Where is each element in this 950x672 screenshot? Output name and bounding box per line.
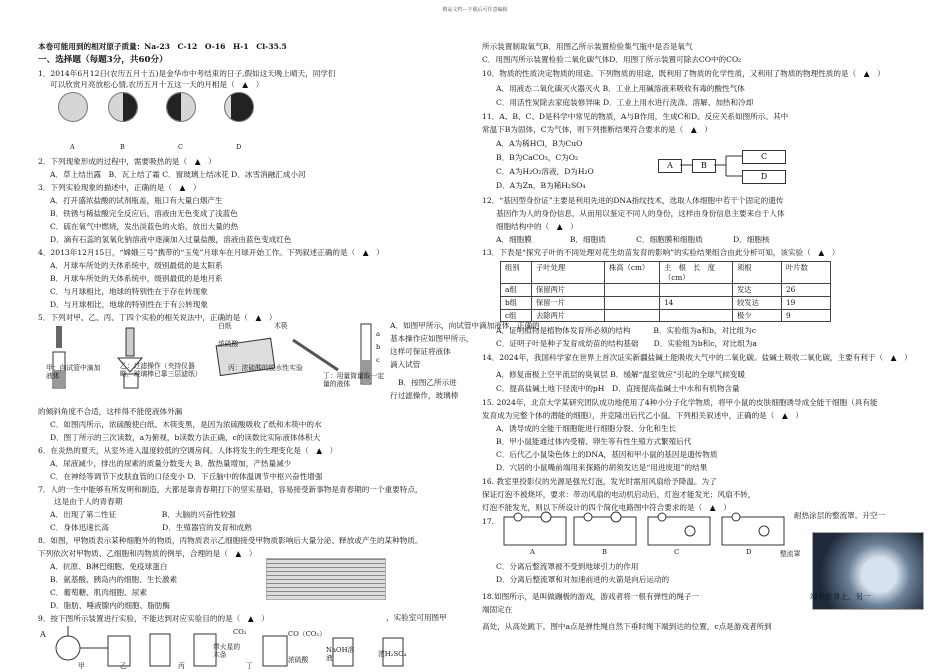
q11-option-c: C．A为H₂O₂溶液，D为H₂O xyxy=(496,167,594,176)
q16-circuit-d: D xyxy=(746,548,752,556)
table-cell: c组 xyxy=(501,309,532,322)
q5-caption-bing: 丙：浓硫酸的脱水性实验 xyxy=(228,364,303,372)
q15: 15. 2024年，北京大学某研究团队成功地使用了4种小分子化学物质，将甲小鼠的皮肤细胞诱导成全能干细胞（具有能 xyxy=(482,398,878,407)
q12-options: A．细胞膜 B．细胞质 C．细胞膜和细胞质 D．细胞核 xyxy=(496,235,770,244)
table-cell: 9 xyxy=(782,309,831,322)
table-cell: 19 xyxy=(782,296,831,309)
table-header: 须根 xyxy=(733,262,782,284)
q9-label-splint: 带火星的木条 xyxy=(213,643,241,660)
fairing-label: 整流罩 xyxy=(780,550,801,558)
q8-option-d: D．脂肪、唾液腺内的细胞、脂肪酶 xyxy=(50,601,170,610)
q5-side-b1: B．按图乙所示进 xyxy=(398,378,457,387)
table-header: 主 根 长 度（cm） xyxy=(660,262,733,284)
cylinder-mark-b: b xyxy=(376,343,381,351)
table-header: 株高（cm） xyxy=(605,262,660,284)
q15-option-b: B．甲小鼠能通过体内受精、卵生等有性生殖方式繁殖后代 xyxy=(496,437,692,446)
q11-option-d: D．A为Zn，B为稀H₂SO₄ xyxy=(496,181,586,190)
q18: 18.如图所示，是叫做蹦极的游戏，游戏者将一根有弹性的绳子一 xyxy=(482,592,700,601)
q18-line3: 高处，从高处跳下。图中a点是弹性绳自然下垂时绳下端到达的位置，c点是游戏者所到 xyxy=(482,622,772,631)
table-cell xyxy=(605,284,660,297)
q7-options-ab: A．出现了第二性征 B．大脑的兴奋性较强 xyxy=(50,510,236,519)
q5-caption-ding: 丁：用量筒量取一定量的液体 xyxy=(323,372,385,389)
q16-line3: 灯泡不能发光，则以下所设计的四个简化电路图中符合要求的是（ ▲ ） xyxy=(482,503,731,512)
cylinder-mark-c: c xyxy=(376,356,380,364)
q6-options-cd: C．在神经等调节下皮肤血管的口径变小 D．下丘脑中的体温调节中枢兴奋性增强 xyxy=(50,472,323,481)
q9-tail: ，实验室可用图甲 xyxy=(386,613,447,622)
q3-option-a: A．打开盛浓盐酸的试剂瓶盖，瓶口有大量白烟产生 xyxy=(50,196,223,205)
q11-option-b: B．B为CaCO₃，C为O₂ xyxy=(496,153,579,162)
table-cell: a组 xyxy=(501,284,532,297)
q6-options-ab: A．尿液减少，排出的尿素的质量分数变大 B．散热量增加，产热量减少 xyxy=(50,459,292,468)
q8: 8．如图，甲物质表示某种细胞外的物质，丙物质表示乙细胞接受甲物质影响后大量分泌、释放或产生的某种物质。 xyxy=(38,536,423,545)
table-cell: 14 xyxy=(660,296,733,309)
q14: 14．2024年，我国科学家在世界上首次证实新疆盐碱土能吸收大气中的二氧化碳。盐碱土吸收二氧化碳，主要有利于（ ▲ ） xyxy=(482,353,912,362)
q9-label-co2: CO₂ xyxy=(233,628,247,636)
q16-circuit-a: A xyxy=(530,548,535,556)
moon-phase-c xyxy=(166,92,196,122)
q3-option-b: B．铁锈与稀盐酸完全反应后，溶液由无色变成了浅蓝色 xyxy=(50,209,238,218)
q5-side-b2: 行过滤操作，玻璃棒 xyxy=(390,391,459,400)
q9-options-cd: C．用图丙所示装置检验二氧化碳气体D．用图丁所示装置可除去CO中的CO₂ xyxy=(482,55,742,64)
q15-option-c: C．后代乙小鼠染色体上的DNA，基因和甲小鼠的基因是遗传物质 xyxy=(496,450,718,459)
q11-arrows xyxy=(678,148,744,184)
q5-label-chopsticks: 木筷 xyxy=(274,322,288,330)
q13-options-cd: C．证明子叶是种子发育成幼苗的结构基础 D．实验组为b和c，对比组为a xyxy=(496,339,757,348)
q9-label-h2so4: 浓H₂SO₄ xyxy=(378,650,407,658)
table-cell xyxy=(660,284,733,297)
q4-option-a: A．月球车所处的天体系统中，级别最低的是太阳系 xyxy=(50,261,223,270)
q7: 7．人的一生中能够有所发明和制造，大都是靠青春期打下的坚实基础，容易接受新事物是青春期的一个重要特点， xyxy=(38,485,423,494)
q16: 16. 教室里投影仪的光源是强光灯泡，发光时需用风扇给予降温。为了 xyxy=(482,477,717,486)
q17-text-fragment: 耐热涂层的整流罩。升空一 xyxy=(794,511,886,520)
table-cell xyxy=(605,309,660,322)
q7-options-cd: C．身体迅速长高 D．生殖器官的发育和成熟 xyxy=(50,523,252,532)
q5-side-a1: A．如图甲所示，向试管中滴加液体，正确的 xyxy=(390,321,540,330)
moon-caption-d: D xyxy=(236,143,242,151)
q9-options-ab: 所示装置制取氧气B．用图乙所示装置检验集气瓶中是否是氧气 xyxy=(482,42,693,51)
q4-option-b: B．月球车所处的天体系统中，级别最低的是地月系 xyxy=(50,274,223,283)
q9-label-co: CO（CO₂） xyxy=(288,630,326,638)
q9-option-a-label: A xyxy=(40,630,46,639)
q8-option-b: B．氨基酸、胰岛内的细胞、生长激素 xyxy=(50,575,178,584)
table-cell: 26 xyxy=(782,284,831,297)
q9-label-bing: 丙 xyxy=(178,662,185,670)
q16-circuit-diagrams xyxy=(496,511,796,549)
table-cell: b组 xyxy=(501,296,532,309)
header-note: 精品文档---下载后可任意编辑 xyxy=(442,7,508,13)
table-cell: 较发达 xyxy=(733,296,782,309)
moon-phase-d xyxy=(224,92,254,122)
table-cell: 去除两片 xyxy=(532,309,605,322)
q3-option-d: D．滴有石蕊的氢氧化钠溶液中逐滴加入过量盐酸，溶液由蓝色变成红色 xyxy=(50,235,292,244)
q9-label-acid: 浓硫酸 xyxy=(288,656,309,664)
q12-line2: 基因作为人的身份信息，从而用以鉴定不同人的身份，这样由身份信息主要来自于人体 xyxy=(496,209,785,218)
q13-table xyxy=(500,261,831,322)
q2: 2．下列现象形成的过程中，需要吸热的是（ ▲ ） xyxy=(38,157,216,166)
q8-cell-figure xyxy=(266,558,386,600)
q8-line2: 下列依次对甲物质、乙细胞和丙物质的例举，合理的是（ ▲ ） xyxy=(38,549,257,558)
table-cell: 极少 xyxy=(733,309,782,322)
cylinder-mark-a: a xyxy=(376,330,381,338)
q4-option-d: D．与月球相比，地球的特别性在于有公转现象 xyxy=(50,300,208,309)
table-row xyxy=(501,309,831,322)
moon-caption-a: A xyxy=(70,143,75,151)
q10: 10．物质的性质决定物质的用途。下列物质的用途，既利用了物质的化学性质，又利用了物质的物理性质的是（ ▲ ） xyxy=(482,69,885,78)
q15-line2: 发育成为完整个体的潜能的细胞），并克隆出后代乙小鼠。下列相关叙述中，正确的是（ ▲ ） xyxy=(482,411,803,420)
q16-circuit-b: B xyxy=(602,548,607,556)
moon-caption-c: C xyxy=(178,143,183,151)
q15-option-d: D．穴居的小鼠嘴前端用来探路的胡须发达是“用进废退”的结果 xyxy=(496,463,708,472)
q5-caption-jia: 甲：向试管中滴加液体 xyxy=(46,364,101,381)
q13: 13．下表是“探究子叶的不同处理对花生幼苗发育的影响”的实验结果组合由此分析可知，该实验（ ▲ ） xyxy=(482,248,840,257)
q9-label-ding: 丁 xyxy=(246,662,253,670)
q10-options-cd: C．用活性炭除去家庭装修异味 D．工业上用水进行洗涤、溶解、加热和冷却 xyxy=(496,98,754,107)
q17-option-c: C．分离后整流罩被不受到地球引力的作用 xyxy=(496,562,639,571)
q7-line2: 这是由于人的青春期 xyxy=(54,497,123,506)
table-header: 组别 xyxy=(501,262,532,284)
q5-option-c: C．如图丙所示，浓硫酸使白纸、木筷变黑，是因为浓硫酸吸收了纸和木筷中的水 xyxy=(50,420,322,429)
table-cell: 发达 xyxy=(733,284,782,297)
q3: 3．下列实验现象的描述中，正确的是（ ▲ ） xyxy=(38,183,201,192)
q11-box-a: A xyxy=(658,159,682,173)
table-row xyxy=(501,284,831,297)
section-title: 一、选择题（每题3分，共60分） xyxy=(38,55,168,65)
q12-line3: 细胞结构中的（ ▲ ） xyxy=(496,222,578,231)
table-header-row xyxy=(501,262,831,284)
q9: 9．按下图所示装置进行实验，不能达到对应实验目的的是（ ▲ ） xyxy=(38,614,269,623)
q8-option-c: C．葡萄糖、肌肉细胞、尿素 xyxy=(50,588,147,597)
q4-option-c: C．与月球相比，地球的特别性在于存在转现象 xyxy=(50,287,208,296)
q15-option-a: A．诱导成的全能干细胞能进行细胞分裂、分化和生长 xyxy=(496,424,677,433)
table-cell xyxy=(605,296,660,309)
q4: 4．2013年12月15日，“嫦娥三号”携带的“玉兔”月球车在月球开始工作。下列叙述正确的是（ ▲ ） xyxy=(38,248,384,257)
q14-options-cd: C．提高盐碱土地下径流中的pH D．直接提高盐碱土中水和有机物含量 xyxy=(496,384,740,393)
q11-line2: 常温下B为固体，C为气体，则下列推断结果符合要求的是（ ▲ ） xyxy=(482,125,712,134)
q14-options-ab: A．修复南极上空平流层的臭氧层 B．缓解“温室效应”引起的全球气候变暖 xyxy=(496,370,746,379)
q3-option-c: C．硫在氧气中燃烧，发出淡蓝色的火焰，放出大量的热 xyxy=(50,222,239,231)
q17-number: 17. xyxy=(482,517,495,526)
q18-fragment: 端系在身上，另一 xyxy=(810,592,871,601)
q9-label-naoh: NaOH溶液 xyxy=(326,646,355,663)
q13-options-ab: A．证明植物是植物体发育所必须的结构 B．实验组为a和b，对比组为c xyxy=(496,326,757,335)
q9-label-jia: 甲 xyxy=(78,662,85,670)
q5-label-paper: 白纸 xyxy=(218,322,232,330)
table-row xyxy=(501,296,831,309)
q11: 11．A、B、C、D是科学中常见的物质，A与B作用，生成C和D。反应关系如图所示。其中 xyxy=(482,112,789,121)
q11-box-b: B xyxy=(692,159,716,173)
q5-b-cont: 的倾斜角度不合适，这样得不能使液体外漏 xyxy=(38,407,183,416)
q11-option-a: A．A为稀HCl，B为CuO xyxy=(496,139,583,148)
moon-phase-b xyxy=(108,92,138,122)
q1-line2: 可以欣赏月亮放松心情,农历五月十五这一天的月相是（ ▲ ） xyxy=(50,80,264,89)
q5-option-d: D．图丁所示的三次读数，a为俯视，b读数方法正确，c的读数比实际液体体积大 xyxy=(50,433,321,442)
table-cell: 保留一片 xyxy=(532,296,605,309)
q5-label-acid: 浓硫酸 xyxy=(218,340,239,348)
q16-line2: 保证灯泡不被烧坏，要求：带动风扇的电动机启动后，灯泡才能发光；风扇不转， xyxy=(482,490,756,499)
q11-box-d: D xyxy=(742,170,786,184)
q5-side-a2: 基本操作应如图甲所示， xyxy=(390,334,474,343)
q8-option-a: A．抗原、B淋巴细胞、免疫球蛋白 xyxy=(50,562,168,571)
q1-line1: 1．2014年6月12日(农历五月十五)是金华市中考结束的日子,假如这天晚上晴天，同学们 xyxy=(38,69,336,78)
q18-line2: 端固定在 xyxy=(482,605,513,614)
q2-options: A．草上结出露 B．瓦上结了霜 C．窗玻璃上结冰花 D．冰雪消融汇成小河 xyxy=(50,170,306,179)
q9-label-yi: 乙 xyxy=(120,662,127,670)
q17-option-d: D．分离后整流罩和对加速前进的火箭是向后运动的 xyxy=(496,575,670,584)
q5-side-a4: 滴入试管 xyxy=(390,360,421,369)
q6: 6．在炎热的夏天，从室外进入温度较低的空调房间。人体将发生的生理变化是（ ▲ ） xyxy=(38,446,338,455)
q16-circuit-c: C xyxy=(674,548,680,556)
table-cell: 保留两片 xyxy=(532,284,605,297)
q5-caption-yi: 乙：过滤操作（夹持仪器略，玻璃棒已靠三层滤纸） xyxy=(120,362,202,379)
atomic-masses: 本卷可能用到的相对原子质量：Na-23 C-12 O-16 H-1 Cl-35.5 xyxy=(38,42,287,51)
q10-options-ab: A．用液态二氧化碳灭火器灭火 B．工业上用碱溶液来吸收有毒的酸性气体 xyxy=(496,84,745,93)
q11-box-c: C xyxy=(742,150,786,164)
q12: 12．“基因型身份证”主要是利用先进的DNA指纹技术，选取人体细胞中若干个固定的遗传 xyxy=(482,196,784,205)
table-cell xyxy=(660,309,733,322)
moon-phase-a xyxy=(58,92,88,122)
q9-apparatus-figure xyxy=(38,624,468,670)
q5-side-a3: 这样可保证将液体 xyxy=(390,347,451,356)
table-header: 子叶处理 xyxy=(532,262,605,284)
moon-caption-b: B xyxy=(120,143,125,151)
table-header: 叶片数 xyxy=(782,262,831,284)
q5: 5．下列对甲、乙、丙、丁四个实验的相关说法中，正确的是（ ▲ ） xyxy=(38,313,277,322)
